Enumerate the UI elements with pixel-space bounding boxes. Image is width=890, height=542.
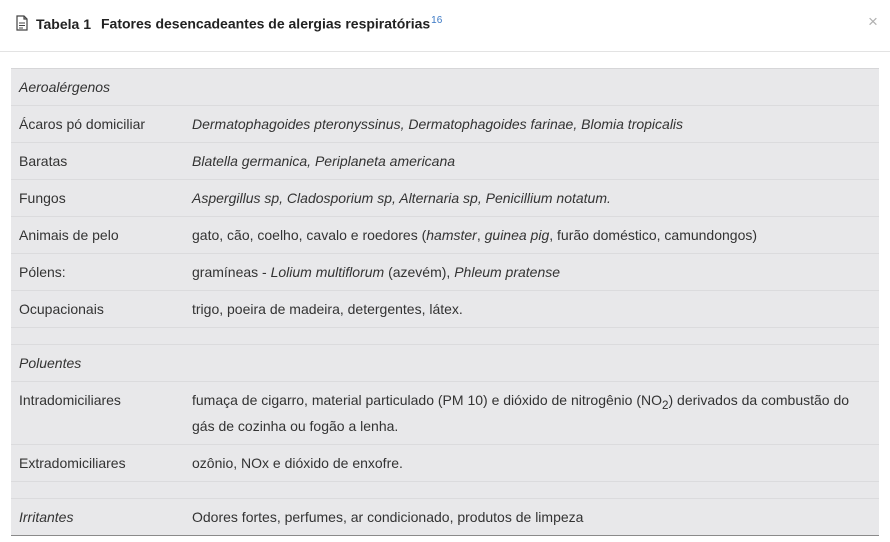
row-label: Intradomiciliares xyxy=(19,392,121,408)
table-row-section-poluentes xyxy=(11,345,879,382)
section-heading: Poluentes xyxy=(19,355,82,371)
section-heading: Aeroalérgenos xyxy=(19,79,111,95)
text-segment: fumaça de cigarro, material particulado (PM 10) e dióxido de nitrogênio (NO xyxy=(192,392,663,408)
row-value xyxy=(192,217,879,253)
allergy-triggers-table xyxy=(11,68,879,536)
table-dialog-header xyxy=(0,0,890,52)
table-cell xyxy=(192,69,879,105)
table-row-spacer xyxy=(11,482,879,499)
text-segment-italic: Lolium multiflorum xyxy=(270,264,385,280)
document-icon xyxy=(16,15,28,31)
text-segment: gramíneas - xyxy=(192,264,271,280)
text-segment: ) derivados da combustão do gás de cozinha ou fogão a lenha. xyxy=(192,392,850,434)
text-segment: , furão doméstico, camundongos) xyxy=(549,227,758,243)
row-label: Ocupacionais xyxy=(19,301,104,317)
table-row xyxy=(11,291,879,328)
table-row xyxy=(11,106,879,143)
reference-link[interactable]: 16 xyxy=(431,15,443,26)
table-title-text: Fatores desencadeantes de alergias respiratórias xyxy=(101,15,431,32)
close-icon[interactable]: × xyxy=(868,12,878,31)
text-segment-italic: Phleum pratense xyxy=(454,264,561,280)
row-value: Dermatophagoides pteronyssinus, Dermatophagoides farinae, Blomia tropicalis xyxy=(192,116,684,132)
text-segment: , xyxy=(476,227,485,243)
subscript: 2 xyxy=(662,398,669,412)
text-segment: gato, cão, coelho, cavalo e roedores ( xyxy=(192,227,427,243)
row-label: Ácaros pó domiciliar xyxy=(19,116,146,132)
row-label: Fungos xyxy=(19,190,66,206)
table-row-spacer xyxy=(11,328,879,345)
table-row-section-aeroalergenos xyxy=(11,69,879,106)
table-cell xyxy=(192,345,879,381)
table-row xyxy=(11,445,879,482)
row-value xyxy=(192,382,879,444)
row-value: ozônio, NOx e dióxido de enxofre. xyxy=(192,454,403,471)
text-segment-italic: hamster xyxy=(426,227,477,243)
table-row xyxy=(11,217,879,254)
text-segment-italic: guinea pig xyxy=(484,227,550,243)
table-row xyxy=(11,143,879,180)
row-value: Blatella germanica, Periplaneta americana xyxy=(192,153,456,169)
row-label: Extradomiciliares xyxy=(19,454,126,471)
table-label: Tabela 1 xyxy=(36,15,91,32)
row-value: Aspergillus sp, Cladosporium sp, Alternaria sp, Penicillium notatum. xyxy=(192,190,611,206)
table-row xyxy=(11,382,879,445)
table-row xyxy=(11,254,879,291)
row-value: trigo, poeira de madeira, detergentes, látex. xyxy=(192,301,463,317)
row-label: Irritantes xyxy=(19,508,74,525)
table-title xyxy=(36,15,442,32)
row-value xyxy=(192,254,879,290)
table-row xyxy=(11,499,879,535)
table-row xyxy=(11,180,879,217)
text-segment: (azevém), xyxy=(384,264,455,280)
row-label: Baratas xyxy=(19,153,68,169)
row-label: Pólens: xyxy=(19,264,66,280)
row-value: Odores fortes, perfumes, ar condicionado, produtos de limpeza xyxy=(192,508,584,525)
row-label: Animais de pelo xyxy=(19,227,119,243)
